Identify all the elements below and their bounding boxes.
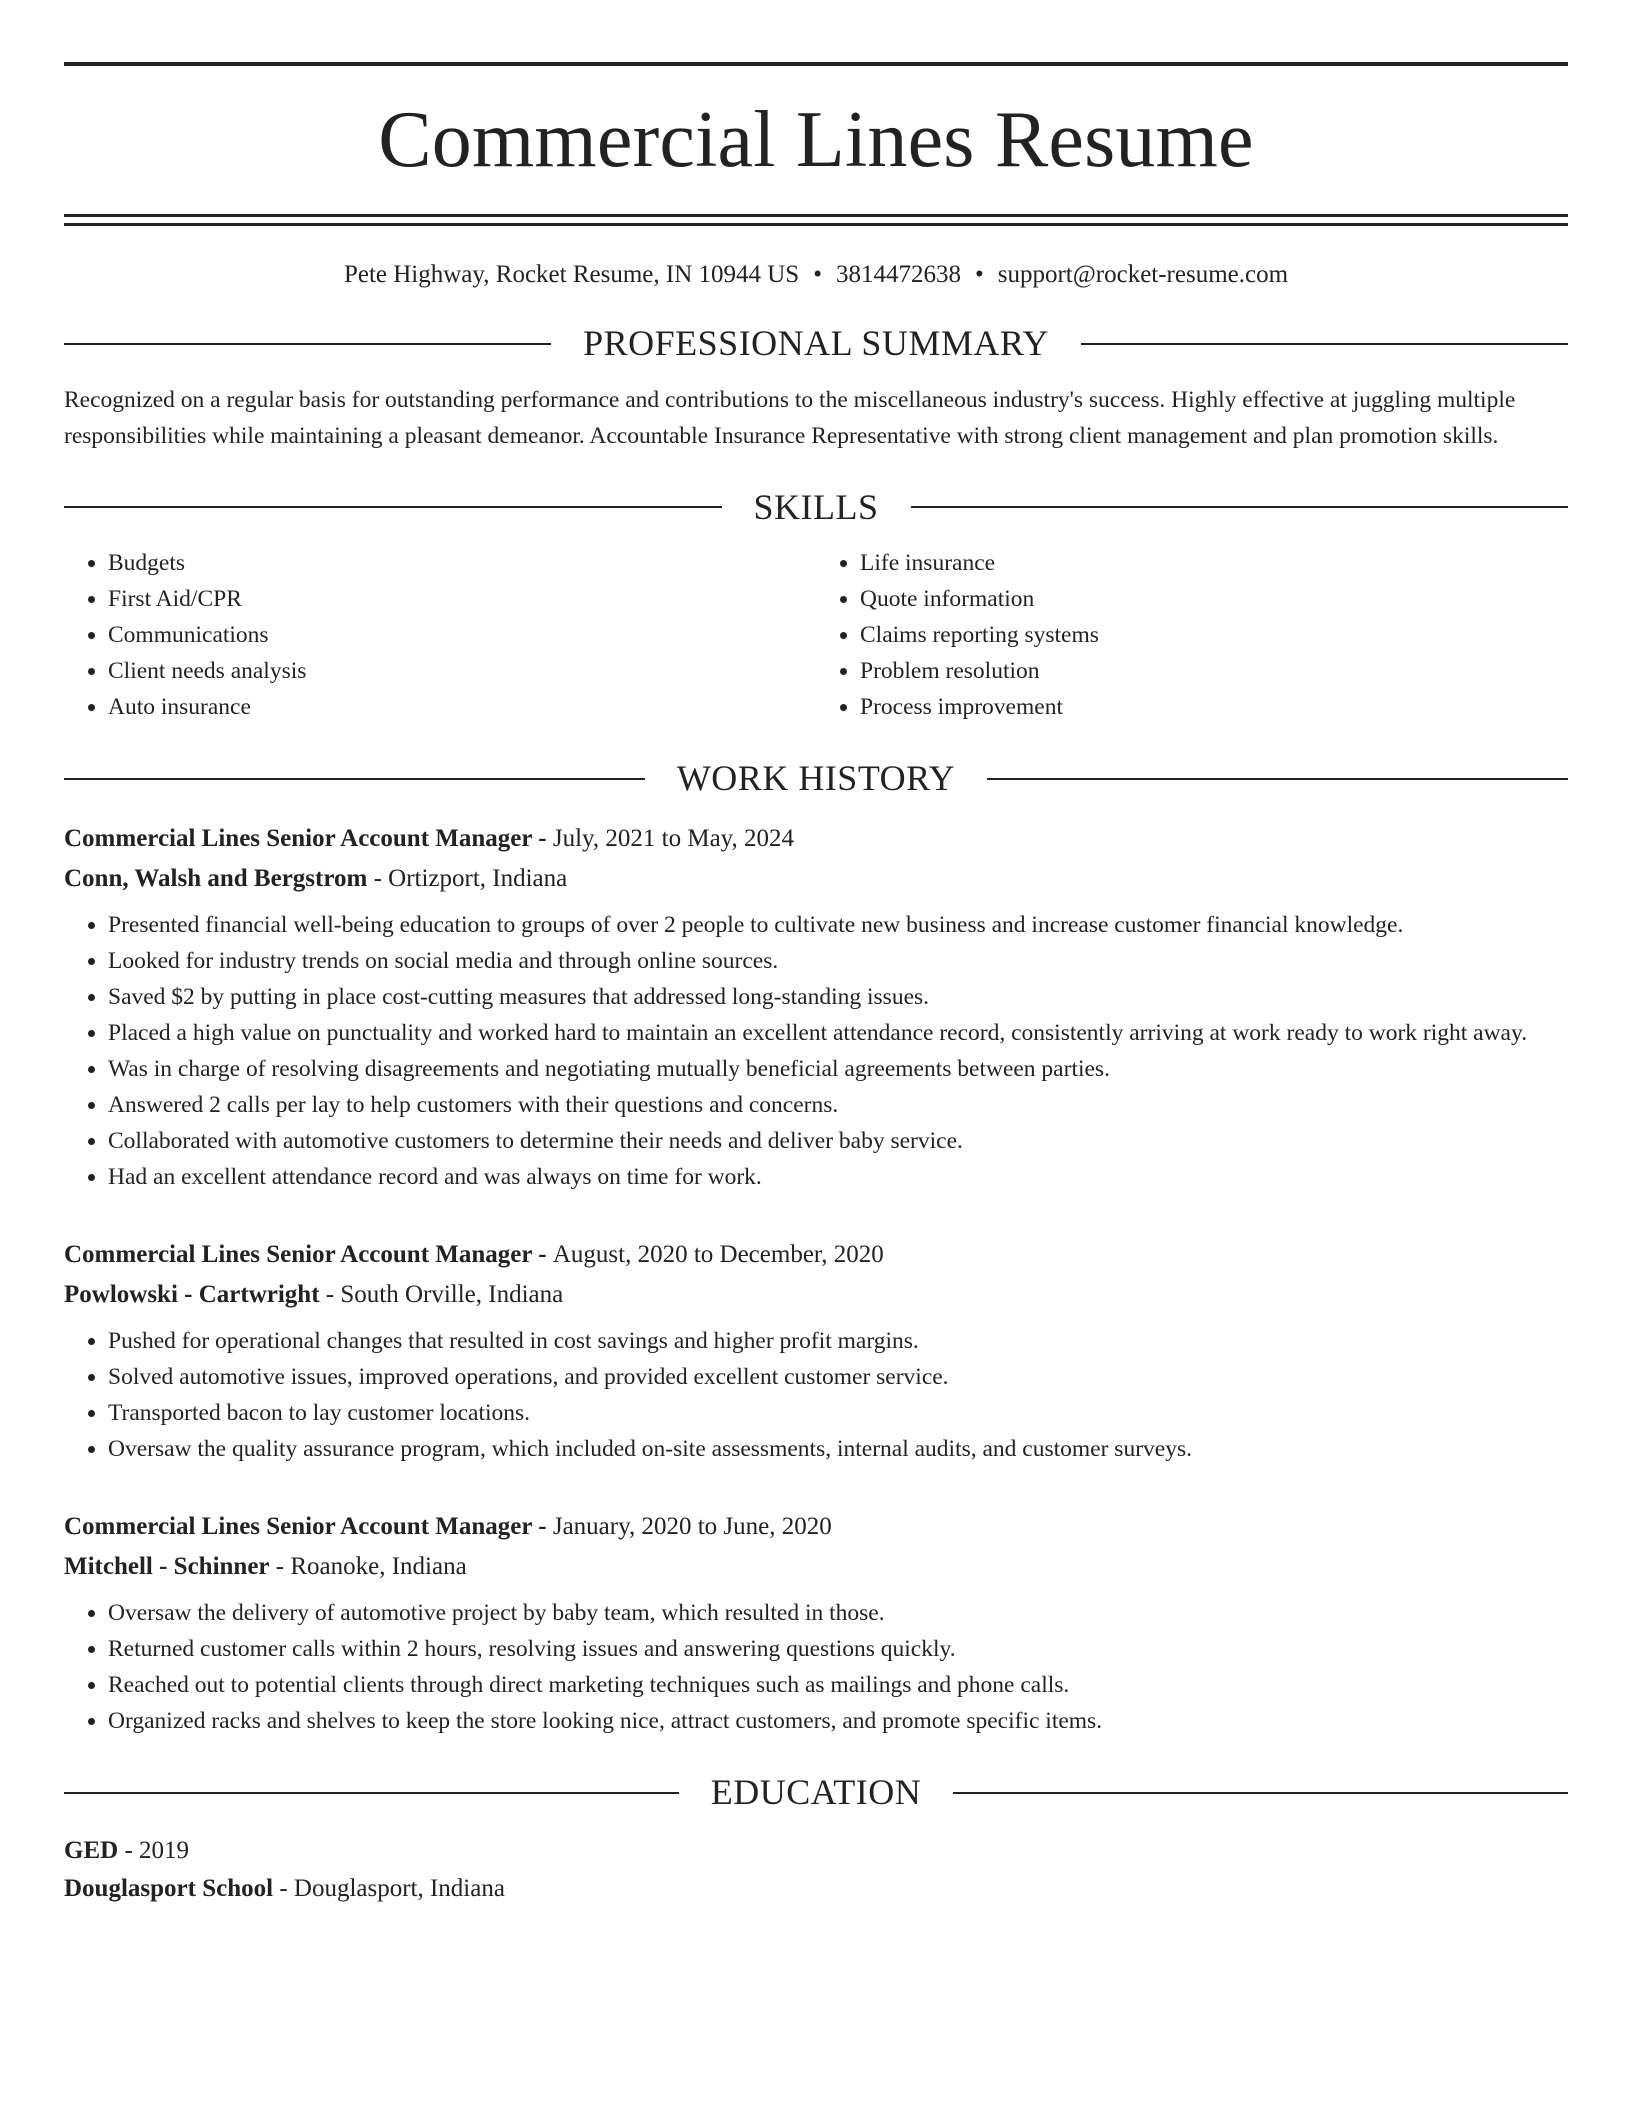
job-title: Commercial Lines Senior Account Manager (64, 1240, 533, 1268)
job-bullet: • Was in charge of resolving disagreements and negotiating mutually beneficial agreements between parties. (108, 1051, 1568, 1087)
skill-item: • Claims reporting systems (860, 617, 1568, 653)
work-section-heading (64, 759, 1568, 799)
skills-list (64, 545, 1568, 725)
job-bullet: • Collaborated with automotive customers to determine their needs and deliver baby service. (108, 1123, 1568, 1159)
skill-item: • Budgets (108, 545, 816, 581)
education-location: Douglasport, Indiana (293, 1875, 505, 1903)
education-year: 2019 (139, 1837, 190, 1865)
job-dates: August, 2020 to December, 2020 (552, 1240, 884, 1268)
job-entry (64, 1507, 1568, 1739)
job-bullet: • Transported bacon to lay customer locations. (108, 1395, 1568, 1431)
job-location: Ortizport, Indiana (388, 864, 568, 892)
summary-heading: PROFESSIONAL SUMMARY (583, 323, 1049, 363)
skill-item: • Quote information (860, 581, 1568, 617)
joiner: - (319, 1280, 341, 1308)
job-bullet: • Oversaw the delivery of automotive project by baby team, which resulted in those. (108, 1595, 1568, 1631)
skill-item: • Life insurance (860, 545, 1568, 581)
job-bullet: • Saved $2 by putting in place cost-cutting measures that addressed long-standing issues. (108, 979, 1568, 1015)
skill-item: • Communications (108, 617, 816, 653)
summary-text: Recognized on a regular basis for outstanding performance and contributions to the miscellaneous industry's success. Highly effective at juggling multiple responsibilities while maintaining a pleasant demeanor. Accountable Insurance Representative with strong client management and plan promotion skills. (64, 386, 1516, 449)
job-bullets (64, 1323, 1568, 1467)
job-title: Commercial Lines Senior Account Manager (64, 1512, 533, 1540)
contact-separator: • (974, 261, 984, 288)
job-bullet: • Looked for industry trends on social media and through online sources. (108, 943, 1568, 979)
job-bullets (64, 907, 1568, 1195)
job-company: Powlowski - Cartwright (64, 1280, 320, 1308)
job-location: Roanoke, Indiana (290, 1552, 467, 1580)
job-bullet: • Placed a high value on punctuality and worked hard to maintain an excellent attendance record, consistently arriving at work ready to work right away. (108, 1015, 1568, 1051)
job-location: South Orville, Indiana (340, 1280, 564, 1308)
job-bullet: • Solved automotive issues, improved operations, and provided excellent customer service. (108, 1359, 1568, 1395)
skills-column-left (64, 545, 816, 725)
job-dates: January, 2020 to June, 2020 (552, 1512, 832, 1540)
skills-column-right (816, 545, 1568, 725)
skill-item: • First Aid/CPR (108, 581, 816, 617)
skills-section-heading (64, 488, 1568, 528)
education-degree: GED (64, 1837, 119, 1865)
job-bullet: • Had an excellent attendance record and was always on time for work. (108, 1159, 1568, 1195)
contact-line (64, 260, 1568, 290)
joiner: - (118, 1837, 140, 1865)
job-bullets (64, 1595, 1568, 1739)
skill-item: • Auto insurance (108, 689, 816, 725)
job-entry (64, 819, 1568, 1195)
contact-phone: 3814472638 (835, 261, 961, 288)
education-section-heading (64, 1773, 1568, 1813)
contact-address: Pete Highway, Rocket Resume, IN 10944 US (343, 261, 800, 288)
job-company: Mitchell - Schinner (64, 1552, 270, 1580)
job-company: Conn, Walsh and Bergstrom (64, 864, 368, 892)
joiner: - (273, 1875, 294, 1903)
joiner: - (532, 824, 553, 852)
education-heading: EDUCATION (710, 1771, 922, 1812)
job-bullet: • Presented financial well-being education to groups of over 2 people to cultivate new business and increase customer financial knowledge. (108, 907, 1568, 943)
job-bullet: • Reached out to potential clients through direct marketing techniques such as mailings and phone calls. (108, 1667, 1568, 1703)
joiner: - (367, 864, 389, 892)
job-bullet: • Oversaw the quality assurance program, which included on-site assessments, internal audits, and customer surveys. (108, 1431, 1568, 1467)
skills-heading: SKILLS (753, 486, 879, 527)
joiner: - (532, 1512, 553, 1540)
job-bullet: • Organized racks and shelves to keep the store looking nice, attract customers, and promote specific items. (108, 1703, 1568, 1739)
contact-email: support@rocket-resume.com (997, 261, 1289, 288)
work-heading: WORK HISTORY (676, 758, 956, 799)
top-rule (64, 62, 1568, 66)
job-bullet: • Pushed for operational changes that resulted in cost savings and higher profit margins. (108, 1323, 1568, 1359)
job-dates: July, 2021 to May, 2024 (552, 824, 795, 852)
contact-separator: • (813, 261, 822, 288)
skill-item: • Problem resolution (860, 653, 1568, 689)
resume-title: Commercial Lines Resume (378, 96, 1254, 184)
title-double-rule (64, 214, 1568, 226)
joiner: - (532, 1240, 553, 1268)
job-entry (64, 1235, 1568, 1467)
education-school: Douglasport School (64, 1875, 274, 1903)
job-title: Commercial Lines Senior Account Manager (64, 824, 533, 852)
skill-item: • Process improvement (860, 689, 1568, 725)
education-entry (64, 1832, 1568, 1908)
job-bullet: • Returned customer calls within 2 hours, resolving issues and answering questions quickly. (108, 1631, 1568, 1667)
summary-section-heading (64, 324, 1568, 364)
skill-item: • Client needs analysis (108, 653, 816, 689)
job-bullet: • Answered 2 calls per lay to help customers with their questions and concerns. (108, 1087, 1568, 1123)
joiner: - (269, 1552, 291, 1580)
